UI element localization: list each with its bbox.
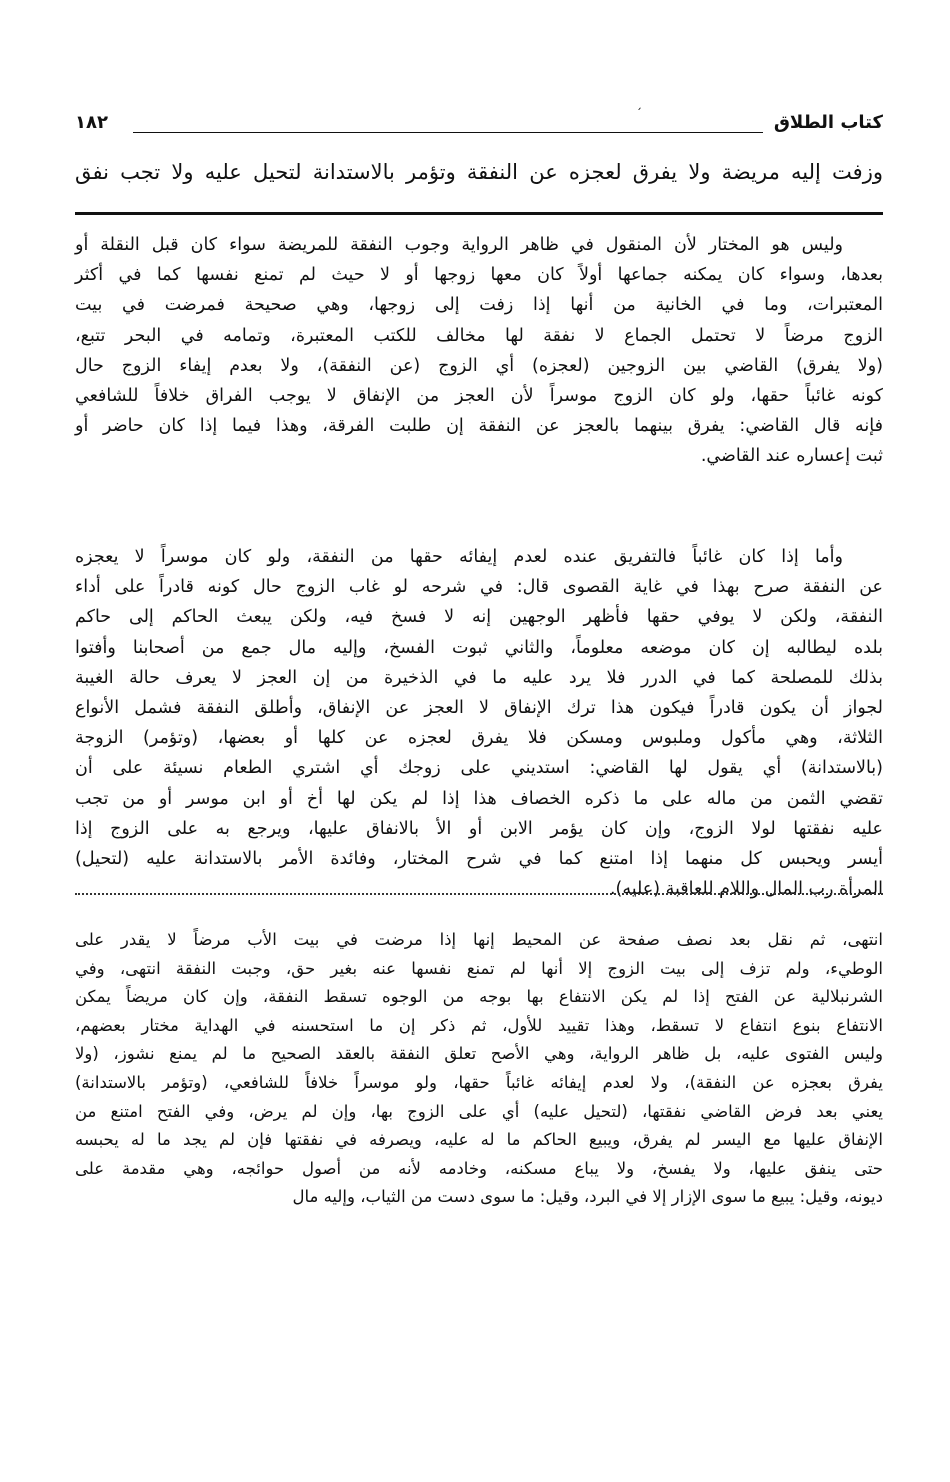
footnote-line: انتهى، ثم نقل بعد نصف صفحة عن المحيط إنها إذا مرضت في بيت الأب مرضاً لا يقدر على: [75, 930, 883, 949]
running-title: كتاب الطلاق: [773, 112, 883, 133]
footnote-separator: [75, 893, 883, 895]
page-header: [75, 112, 883, 142]
para2-line: بلده ليطالبه إن كان موضعه معلوماً، والثاني ثبوت الفسخ، وإليه مال جمع من أصحابنا وأفتوا: [75, 637, 883, 658]
footnote-line: ديونه، وقيل: يبيع ما سوى الإزار إلا في البرد، وقيل: ما سوى دست من الثياب، وإليه مال: [292, 1187, 883, 1207]
footnote-line: الانتفاع بنوع انتفاع لا تسقط، وهذا تقييد للأول، ثم ذكر إن ما استحسنه في الهداية مختار بعضهم،: [75, 1015, 883, 1035]
para2-line: لجواز أن يكون قادراً فيكون هذا ترك الإنفاق لا العجز عن الإنفاق، وأطلق النفقة فشمل الأنواع: [75, 698, 883, 719]
footnote-line: حتى ينفق عليها، ولا يفسخ، ولا يباع مسكنه، وخادمه لأنه من أصول حوائجه، وهي مقدمة على: [75, 1158, 883, 1178]
para2-line: (بالاستدانة) أي يقول لها القاضي: استديني على زوجك أي اشتري الطعام نسيئة على أن: [75, 758, 883, 779]
para2-line: بذلك للمصلحة كما في الدرر فلا يرد عليه ما في الذخيرة من إن العجز لا يعرف حالة الغيبة: [75, 667, 883, 688]
header-rule: [133, 132, 763, 133]
para1-line: بعدها، وسواء كان يمكنه جماعها أولاً كان معها زوجها أو لا حيث لم تمنع نفسها كما في أكثر: [75, 265, 883, 286]
footnote-line: الوطيء، ولم تزف إلى بيت الزوج إلا أنها لم تمنع نفسها عنه بغير حق، وجبت النفقة انتهى، وفي: [75, 958, 883, 978]
footnote-line: الشرنبلالية عن الفتح إذا لم يكن الانتفاع بها بوجه من الوجوه تسقط النفقة، وإن كان مريضاً يمكن: [75, 987, 883, 1007]
footnote-line: الإنفاق عليها مع اليسر لم يفرق، ويبيع الحاكم ما له عليه، ويصرفه في نفقتها فإن لم يجد ما له يحبسه: [75, 1130, 883, 1150]
footnote-line: يفرق بعجزه عن النفقة)، ولا لعدم إيفائه غائباً حقها، ولو موسراً خلافاً للشافعي، (وتؤمر بالاستدانة): [75, 1072, 883, 1092]
commentary-paragraph-2: [75, 542, 883, 904]
para1-line: (ولا يفرق) القاضي بين الزوجين (لعجزه) أي الزوج (عن النفقة)، ولا بعدم إيفاء الزوج حال: [75, 355, 883, 376]
footnote-line: وليس الفتوى عليه، بل ظاهر الرواية، وهي الأصح تعلق النفقة بالعقد الصحيح ما لم يمنع نشوز، (ولا: [75, 1044, 883, 1064]
para1-line: الزوج مرضاً لا تحتمل الجماع لا نفقة لها مخالف للكتب المعتبرة، وتمامه في البحر تتبع،: [75, 325, 883, 346]
para1-line: ثبت إعساره عند القاضي.: [700, 446, 883, 467]
para1-line: فإنه قال القاضي: يفرق بينهما بالعجز عن النفقة إن طلبت الفرقة، وهذا فيما إذا كان حاضر أو: [75, 416, 883, 437]
para2-line: وأما إذا كان غائباً فالتفريق عنده لعدم إيفائه حقها من النفقة، ولو كان موسراً لا يعجزه: [75, 547, 843, 567]
main-text-divider: [75, 212, 883, 215]
para2-line: عليه نفقتها لولا الزوج، وإن كان يؤمر الابن أو الأ بالانفاق عليها، ويرجع به على الزوج إذا: [75, 818, 883, 839]
main-text-line: وزفت إليه مريضة ولا يفرق لعجزه عن النفقة وتؤمر بالاستدانة لتحيل عليه ولا تجب نفق: [75, 160, 883, 184]
para1-line: وليس هو المختار لأن المنقول في ظاهر الرواية وجوب النفقة للمريضة سواء كان قبل النقلة أو: [75, 235, 843, 255]
footnote-block: [75, 926, 883, 1212]
para2-line: الثلاثة، وهي مأكول وملبوس ومسكن فلا يفرق لعجزه عن كلها أو بعضها، (وتؤمر) الزوجة: [75, 728, 883, 749]
para2-line: النفقة، ولكن لا يوفي حقها فأظهر الوجهين إنه لا فسخ فيه، ولكن يبعث الحاكم إلى حاكم: [75, 607, 883, 628]
para2-line: عن النفقة صرح بهذا في غاية القصوى قال: في شرحه لو غاب الزوج حال كونه قادراً على أداء: [75, 577, 883, 598]
para2-line: المرأة رب المال واللام للعاقبة (عليه).: [609, 879, 883, 900]
page-number: ١٨٢: [75, 112, 108, 133]
commentary-paragraph-1: [75, 230, 883, 472]
para1-line: كونه غائباً حقها، ولو كان الزوج موسراً لأن العجز من الإنفاق لا يوجب الفراق خلافاً للشافعي: [75, 386, 883, 407]
para1-line: المعتبرات، وما في الخانية من أنها إذا زفت إلى زوجها، وهي صحيحة فمرضت في بيت: [75, 295, 883, 316]
footnote-line: يعني بعد فرض القاضي نفقتها، (لتحيل عليه) أي على الزوج بها، وإن لم يرض، وفي الفتح امتنع من: [75, 1101, 883, 1121]
para2-line: أيسر ويحبس كل منهما إذا امتنع كما في شرح المختار، وفائدة الأمر بالاستدانة عليه (لتحيل): [75, 849, 883, 870]
scan-mark: ˏ: [636, 96, 642, 110]
para2-line: تقضي الثمن من ماله على ما ذكره الخصاف هذا إذا لم يكن لها أخ أو ابن موسر أو من تجب: [75, 788, 883, 809]
